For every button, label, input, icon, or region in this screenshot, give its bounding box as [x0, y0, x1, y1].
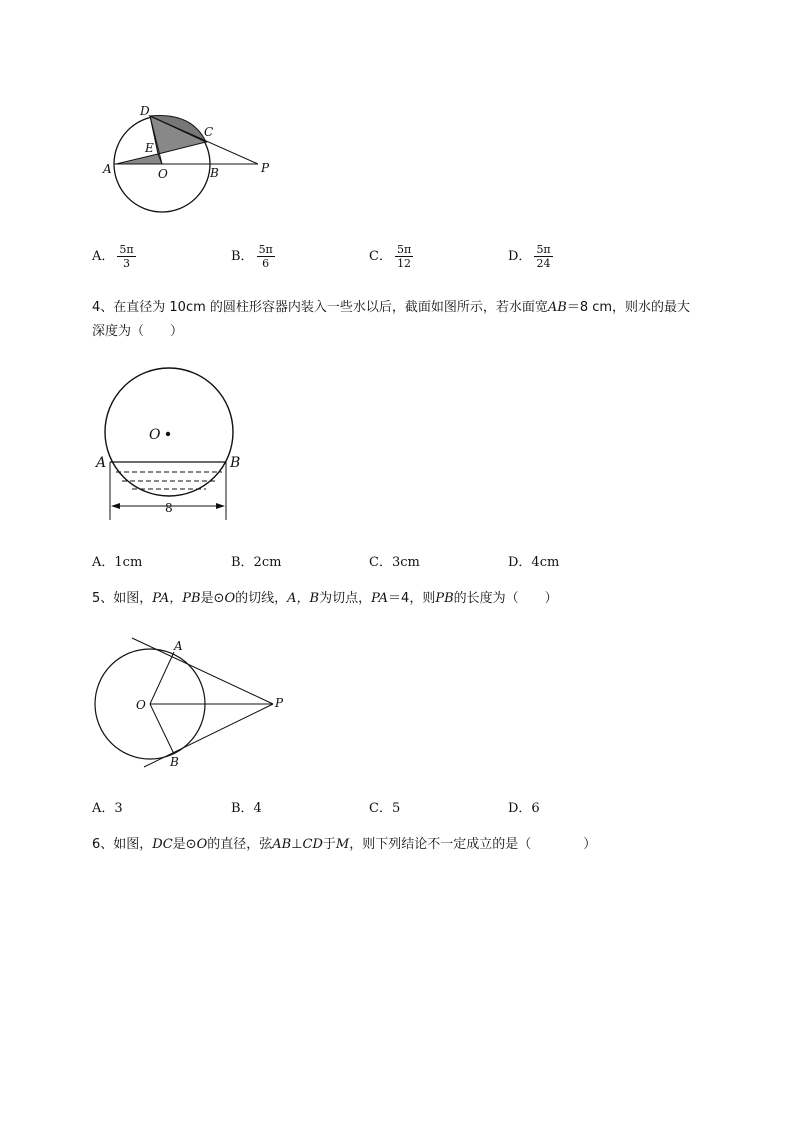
q4-option-c[interactable]: C．3cm — [369, 555, 420, 570]
q4-circle — [105, 368, 233, 496]
q3-option-d[interactable] — [508, 243, 553, 270]
q4-option-d[interactable]: D．4cm — [508, 555, 560, 570]
q4-text — [92, 296, 752, 344]
q4-label-A: A — [96, 455, 107, 471]
q5-option-c[interactable]: C．5 — [369, 801, 401, 816]
label-D: D — [140, 104, 150, 118]
q3-option-d-fraction: $\frac{5\pi}{24}$ — [536, 243, 551, 270]
label-P: P — [261, 161, 270, 175]
q6-text: 6、如图，DC是⊙O的直径，弦AB⊥CD于M，则下列结论不一定成立的是（ ） — [92, 837, 597, 852]
q5-option-b[interactable]: B．4 — [231, 801, 262, 816]
q3-option-b-letter: B． — [231, 249, 254, 264]
q5-label-B: B — [170, 755, 179, 769]
q3-option-c[interactable] — [369, 243, 413, 270]
q5-tangent-PA — [132, 638, 273, 704]
figure-circle-tangent-shaded — [96, 98, 286, 216]
label-A: A — [103, 162, 112, 176]
q4-label-O: O — [149, 427, 161, 443]
q5-tangent-PB — [144, 704, 273, 767]
q3-option-a-fraction: $\frac{5\pi}{3}$ — [119, 243, 134, 270]
q4-arrow-left — [111, 503, 120, 509]
q3-option-c-letter: C． — [369, 249, 392, 264]
label-C: C — [204, 125, 214, 139]
q3-option-d-letter: D． — [508, 249, 532, 264]
q5-text: 5、如图，PA，PB是⊙O的切线，A，B为切点，PA＝4，则PB的长度为（ ） — [92, 591, 558, 606]
q4-width-label: 8 — [165, 501, 173, 515]
label-B: B — [210, 166, 219, 180]
q4-label-B: B — [230, 455, 241, 471]
q3-option-a-letter: A． — [92, 249, 115, 264]
figure-cylinder-water — [92, 362, 252, 524]
q4-line1: 4、在直径为 10cm 的圆柱形容器内装入一些水以后，截面如图所示，若水面宽AB＝8 cm，则水的最大 — [92, 300, 691, 315]
label-E: E — [145, 141, 154, 155]
q3-option-b[interactable] — [231, 243, 275, 270]
q5-label-P: P — [275, 696, 284, 710]
q4-line2: 深度为（ ） — [92, 324, 184, 339]
q3-option-b-fraction: $\frac{5\pi}{6}$ — [258, 243, 273, 270]
label-O: O — [158, 167, 168, 181]
q5-radius-OB — [150, 704, 174, 754]
q5-option-a[interactable]: A．3 — [92, 801, 123, 816]
q3-option-a[interactable] — [92, 243, 136, 270]
q3-option-c-fraction: $\frac{5\pi}{12}$ — [396, 243, 412, 270]
q5-label-O: O — [136, 698, 146, 712]
q4-option-b[interactable]: B．2cm — [231, 555, 282, 570]
q5-label-A: A — [174, 639, 183, 653]
figure-tangents-from-point — [92, 634, 292, 774]
figure1-shaded-triangle-small — [116, 154, 162, 164]
q4-center-dot — [166, 432, 170, 436]
q4-option-a[interactable]: A．1cm — [92, 555, 143, 570]
q4-arrow-right — [216, 503, 225, 509]
q5-radius-OA — [150, 652, 174, 704]
q5-option-d[interactable]: D．6 — [508, 801, 540, 816]
